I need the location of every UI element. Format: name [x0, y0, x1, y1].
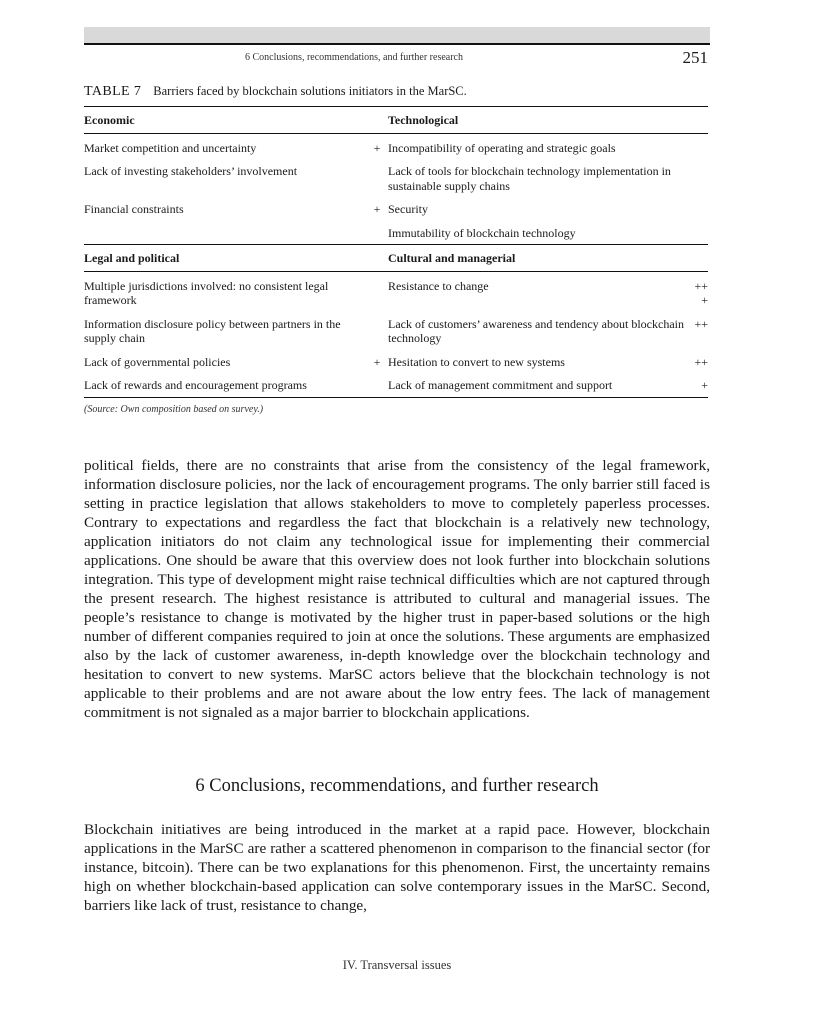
header-rule — [84, 43, 710, 45]
cell-right: Lack of customers’ awareness and tendency about blockchain technology — [388, 316, 684, 345]
body-paragraph: political fields, there are no constraints that arise from the consistency of the legal framework, information disclosure policies, nor the lack of encouragement programs. The only barrier still faced is setting in practice legislation that allows stakeholders to move to completely paperless processes. Contrary to expectations and regardless the fact that blockchain is a relatively new technology, application initiators do not claim any technological issue for implementing their commercial applications. One should be aware that this overview does not look further into blockchain solutions integration. This type of development might raise technical difficulties which are not captured through the present research. The highest resistance is attributed to cultural and managerial issues. The people’s resistance to change is motivated by the higher trust in paper-based solutions or the high number of different companies required to join at once the solutions. These arguments are emphasized also by the lack of customer awareness, in-depth knowledge over the blockchain technology and hesitation to convert to new systems. MarSC actors believe that the blockchain technology is not applicable to their problems and are not aware about the low entry fees. The lack of management commitment is not signaled as a major barrier to blockchain applications. — [84, 457, 710, 721]
table-caption-text: Barriers faced by blockchain solutions initiators in the MarSC. — [153, 84, 467, 98]
cell-left — [84, 221, 366, 245]
table-section-header — [84, 245, 708, 272]
page-footer: IV. Transversal issues — [342, 958, 452, 972]
table-row — [84, 271, 708, 312]
cell-left-mark — [366, 159, 388, 197]
cell-right-mark — [688, 197, 708, 221]
column-header-economic: Economic — [84, 107, 388, 134]
cell-left-mark: + — [373, 202, 381, 216]
cell-left: Lack of governmental policies — [84, 354, 231, 369]
cell-right-mark — [688, 221, 708, 245]
table-section-header — [84, 107, 708, 134]
cell-left-mark: + — [373, 354, 381, 369]
cell-left: Multiple jurisdictions involved: no consistent legal framework — [84, 271, 366, 312]
page-number: 251 — [682, 48, 708, 67]
cell-left: Lack of rewards and encouragement programs — [84, 373, 366, 397]
body-paragraph: Blockchain initiatives are being introduced in the market at a rapid pace. However, blockchain applications in the MarSC are rather a scattered phenomenon in comparison to the financial sector (for instance, bitcoin). There can be two explanations for this phenomenon. First, the uncertainty remains high on whether blockchain-based application can solve contemporary issues in the MarSC. Second, barriers like lack of trust, resistance to change, — [84, 821, 710, 914]
cell-left-mark — [366, 373, 388, 397]
running-head: 6 Conclusions, recommendations, and further research — [245, 52, 463, 63]
barriers-table — [84, 106, 708, 398]
column-header-legal-political: Legal and political — [84, 245, 388, 272]
cell-left: Lack of investing stakeholders’ involvement — [84, 164, 298, 178]
cell-right-mark: ++ — [694, 316, 708, 331]
cell-right: Lack of tools for blockchain technology implementation in sustainable supply chains — [388, 164, 671, 193]
cell-right: Lack of management commitment and support — [388, 373, 688, 397]
cell-left: Market competition and uncertainty — [84, 133, 366, 159]
table-row — [84, 159, 708, 197]
table-row — [84, 312, 708, 350]
cell-left: Financial constraints — [84, 202, 184, 216]
section-heading: 6 Conclusions, recommendations, and further research — [195, 776, 599, 796]
table-label: TABLE 7 — [84, 84, 142, 99]
cell-right-mark: ++ + — [688, 271, 708, 312]
table-row — [84, 197, 708, 221]
header-shade-bar — [84, 27, 710, 43]
cell-right: Security — [388, 202, 428, 216]
cell-right: Hesitation to convert to new systems — [388, 354, 565, 369]
cell-right: Immutability of blockchain technology — [388, 225, 576, 240]
table-row — [84, 373, 708, 397]
column-header-cultural-managerial: Cultural and managerial — [388, 245, 708, 272]
cell-right-mark — [688, 133, 708, 159]
table-source-note: (Source: Own composition based on survey.) — [84, 404, 264, 415]
cell-right-mark: + — [688, 373, 708, 397]
cell-right-mark: ++ — [694, 354, 708, 369]
cell-right: Resistance to change — [388, 271, 688, 312]
cell-left-mark — [366, 221, 388, 245]
cell-left-mark — [366, 271, 388, 312]
table-caption — [84, 84, 467, 100]
cell-right: Incompatibility of operating and strategic goals — [388, 133, 688, 159]
table-row — [84, 133, 708, 159]
column-header-technological: Technological — [388, 107, 708, 134]
cell-right-mark — [688, 159, 708, 197]
table-row — [84, 221, 708, 245]
cell-left-mark — [366, 312, 388, 350]
cell-left: Information disclosure policy between partners in the supply chain — [84, 316, 341, 345]
table-row — [84, 350, 708, 374]
cell-left-mark: + — [366, 133, 388, 159]
